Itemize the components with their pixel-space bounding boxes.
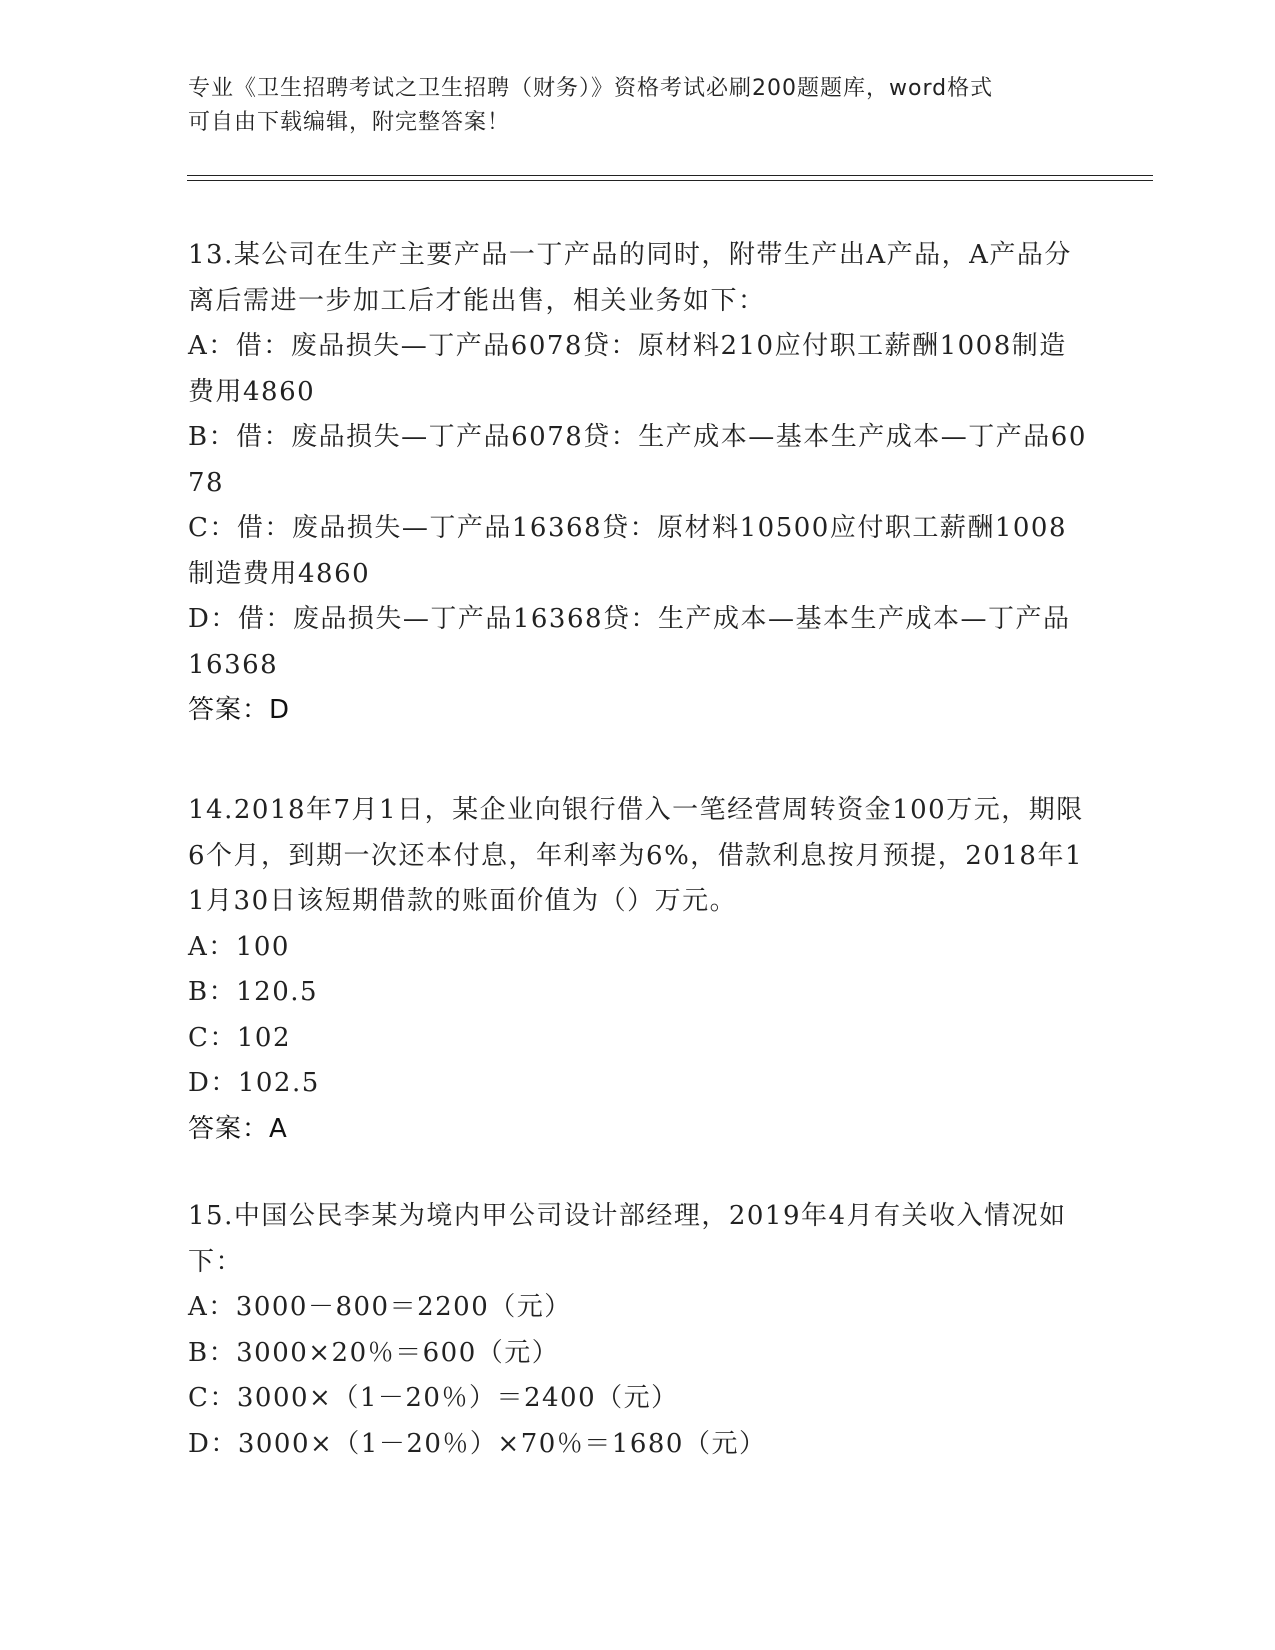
option-b: B：120.5 [188,977,319,1007]
question-15 [188,1194,1088,1467]
option-b: B：3000×20％＝600（元） [188,1337,560,1368]
option-c: C：102 [188,1022,292,1053]
header-title-line-2: 可自由下载编辑，附完整答案！ [188,110,511,135]
question-stem: 13.某公司在生产主要产品一丁产品的同时，附带生产出A产品，A产品分离后需进一步加工后才能出售，相关业务如下： [188,240,1072,316]
option-d: D：借：废品损失—丁产品16368贷：生产成本—基本生产成本—丁产品16368 [188,604,1071,680]
option-b: B：借：废品损失—丁产品6078贷：生产成本—基本生产成本—丁产品6078 [188,422,1087,498]
question-stem: 14.2018年7月1日，某企业向银行借入一笔经营周转资金100万元，期限6个月，到期一次还本付息，年利率为6%，借款利息按月预提，2018年11月30日该短期借款的账面价值为（）万元。 [188,795,1084,916]
document-header [188,72,1068,140]
question-stem: 15.中国公民李某为境内甲公司设计部经理，2019年4月有关收入情况如下： [188,1201,1067,1277]
option-a: A：100 [188,931,290,962]
question-13 [188,233,1088,734]
answer-label: 答案：D [188,695,291,725]
option-d: D：3000×（1－20％）×70％＝1680（元） [188,1428,767,1459]
header-title-line-1: 专业《卫生招聘考试之卫生招聘（财务）》资格考试必刷200题题库，word格式 [188,76,994,101]
option-c: C：借：废品损失—丁产品16368贷：原材料10500应付职工薪酬1008制造费用4860 [188,513,1067,589]
option-c: C：3000×（1－20％）＝2400（元） [188,1383,679,1413]
question-14 [188,788,1088,1152]
option-a: A：借：废品损失—丁产品6078贷：原材料210应付职工薪酬1008制造费用4860 [188,331,1067,407]
option-d: D：102.5 [188,1068,320,1098]
header-divider-bottom [187,180,1153,181]
header-divider-top [187,175,1153,176]
option-a: A：3000－800＝2200（元） [188,1292,572,1322]
answer-label: 答案：A [188,1113,288,1144]
